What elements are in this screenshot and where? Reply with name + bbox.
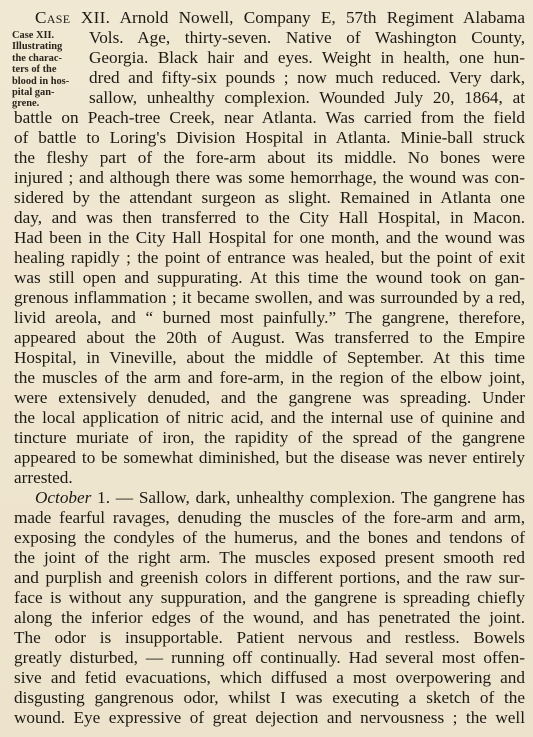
october-entry-line (35, 488, 525, 508)
body-text-line: the joint of the right arm. The muscles exposed present smooth red (14, 548, 525, 567)
body-text-line: wound. Eye expressive of great dejection and nervousness ; the well (14, 708, 525, 727)
body-text-line: Georgia. Black hair and eyes. Weight in health, one hun- (89, 48, 525, 67)
case-heading (35, 8, 525, 28)
body-text-line: the fleshy part of the fore-arm about its middle. No bones were (14, 148, 525, 167)
body-text-line: were extensively denuded, and the gangrene was spreading. Under (14, 388, 525, 407)
case-label: Case XII. (35, 8, 111, 27)
body-text-line: tincture muriate of iron, the rapidity of the spread of the gangrene (14, 428, 525, 447)
body-text-line: arrested. (14, 468, 73, 487)
body-text-line: made fearful ravages, denuding the muscles of the fore-arm and arm, (14, 508, 525, 527)
margin-note-line: grene. (12, 98, 40, 110)
body-text-line: greatly disturbed, — running off continually. Had several most offen- (14, 648, 525, 667)
body-text-line: livid areola, and “ burned most painfully.” The gangrene, therefore, (14, 308, 525, 327)
body-text-line: and purplish and greenish colors in different portions, and the raw sur- (14, 568, 525, 587)
margin-note-line: blood in hos- (12, 75, 70, 87)
body-text-line: disgusting gangrenous odor, whilst I was executing a sketch of the (14, 688, 525, 707)
body-text-line: appeared to be somewhat diminished, but the disease was never entirely (14, 448, 525, 467)
body-text-line: Had been in the City Hall Hospital for one month, and the wound was (14, 228, 525, 247)
body-text-line: healing rapidly ; the point of entrance was healed, but the point of exit (14, 248, 525, 267)
body-text-line: appeared about the 20th of August. Was transferred to the Empire (14, 328, 525, 347)
body-text-line: along the inferior edges of the wound, and has penetrated the joint. (14, 608, 525, 627)
body-text-line: exposing the condyles of the humerus, and the bones and tendons of (14, 528, 525, 547)
entry-date: October (35, 488, 92, 507)
body-text-line: Vols. Age, thirty-seven. Native of Washington County, (89, 28, 525, 47)
margin-note-line: ters of the (12, 64, 57, 76)
margin-note-line: Illustrating (12, 41, 63, 53)
entry-text: 1. — Sallow, dark, unhealthy complexion. The gangrene has (91, 488, 525, 507)
body-text-line: battle on Peach-tree Creek, near Atlanta. Was carried from the field (14, 108, 525, 127)
body-text-line: of battle to Loring's Division Hospital in Atlanta. Minie-ball struck (14, 128, 525, 147)
margin-note-line: pital gan- (12, 87, 55, 99)
margin-note-line: the charac- (12, 52, 62, 64)
body-text-line: sive and fetid evacuations, which diffused a most overpowering and (14, 668, 525, 687)
body-text-line: The odor is insupportable. Patient nervous and restless. Bowels (14, 628, 525, 647)
margin-note-line: Case XII. (12, 30, 55, 41)
body-text-line: dred and fifty-six pounds ; now much reduced. Very dark, (89, 68, 525, 87)
body-text-line: face is without any suppuration, and the gangrene is spreading chiefly (14, 588, 525, 607)
case-heading-text: Arnold Nowell, Company E, 57th Regiment Alabama (110, 8, 525, 27)
body-text-line: sidered by the attendant surgeon as slight. Remained in Atlanta one (14, 188, 525, 207)
body-text-line: Hospital, in Vineville, about the middle of September. At this time (14, 348, 525, 367)
body-text-line: injured ; and although there was some hemorrhage, the wound was con- (14, 168, 525, 187)
body-text-line: the muscles of the arm and fore-arm, in the region of the elbow joint, (14, 368, 525, 387)
body-text-line: grenous inflammation ; it became swollen, and was surrounded by a red, (14, 288, 525, 307)
margin-note (12, 30, 88, 110)
body-text-line: day, and was then transferred to the City Hall Hospital, in Macon. (14, 208, 525, 227)
body-text-line: the local application of nitric acid, and the internal use of quinine and (14, 408, 525, 427)
body-text-line: sallow, unhealthy complexion. Wounded July 20, 1864, at (89, 88, 525, 107)
body-text-line: was still open and suppurating. At this time the wound took on gan- (14, 268, 525, 287)
